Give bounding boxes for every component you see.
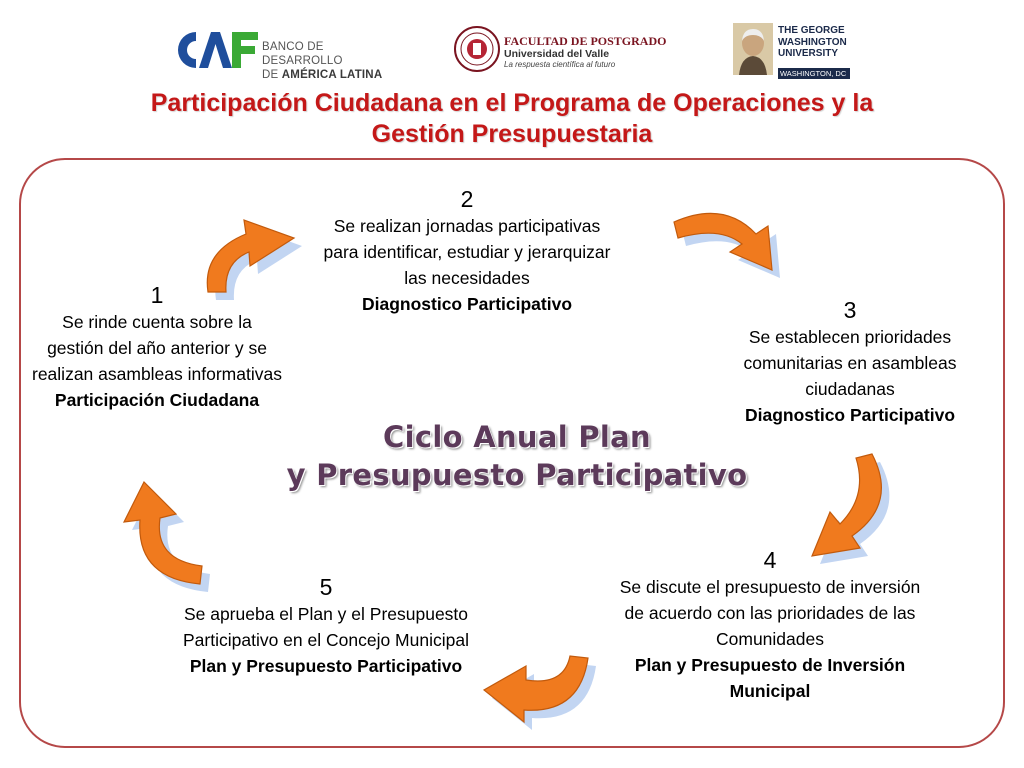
step-4-label: Plan y Presupuesto de Inversión Municipal <box>634 655 906 701</box>
page-title-line2: Gestión Presupuestaria <box>371 120 653 148</box>
cycle-center-title-line2: y Presupuesto Participativo <box>286 458 748 492</box>
step-2-text: Se realizan jornadas participativas para identificar, estudiar y jerarquizar las necesidades <box>323 216 611 288</box>
washington-portrait-icon <box>733 23 773 75</box>
curved-arrow-5-to-1-icon <box>118 484 214 596</box>
step-1-number: 1 <box>150 282 164 308</box>
gwu-line3: UNIVERSITY <box>778 48 839 59</box>
caf-logo-text <box>262 40 402 82</box>
caf-logo <box>172 28 402 81</box>
step-1-text: Se rinde cuenta sobre la gestión del año anterior y se realizan asambleas informativas <box>32 312 282 384</box>
curved-arrow-2-to-3-icon <box>676 208 784 278</box>
step-4-number: 4 <box>763 547 777 573</box>
caf-logo-mark <box>172 28 258 72</box>
univalle-logo <box>454 26 679 76</box>
cycle-step-2 <box>322 185 612 317</box>
curved-arrow-1-to-2-icon <box>198 218 303 300</box>
step-2-number: 2 <box>460 186 474 212</box>
step-1-label: Participación Ciudadana <box>54 390 260 410</box>
cycle-step-3 <box>718 296 982 428</box>
gwu-name <box>778 25 847 60</box>
step-5-text: Se aprueba el Plan y el Presupuesto Participativo en el Concejo Municipal <box>183 604 469 650</box>
step-5-label: Plan y Presupuesto Participativo <box>189 656 463 676</box>
step-5-number: 5 <box>319 574 333 600</box>
curved-arrow-4-to-5-icon <box>484 654 602 730</box>
page-title-line1: Participación Ciudadana en el Programa de Operaciones y la <box>150 89 874 117</box>
cycle-step-1 <box>32 281 282 413</box>
cycle-center-title-line1: Ciclo Anual Plan <box>383 420 651 454</box>
step-2-label: Diagnostico Participativo <box>361 294 573 314</box>
cycle-step-5 <box>172 573 480 679</box>
cycle-center-title <box>262 418 772 494</box>
caf-line2 <box>262 68 402 82</box>
gwu-logo <box>733 23 853 79</box>
step-3-number: 3 <box>843 297 857 323</box>
step-4-text: Se discute el presupuesto de inversión de acuerdo con las prioridades de las Comunidades <box>619 577 921 649</box>
gwu-location: WASHINGTON, DC <box>778 68 850 79</box>
step-3-label: Diagnostico Participativo <box>744 405 956 425</box>
caf-line2-bold: AMÉRICA LATINA <box>281 69 383 81</box>
step-3-text: Se establecen prioridades comunitarias en asambleas ciudadanas <box>743 327 957 399</box>
caf-line1: BANCO DE DESARROLLO <box>262 41 343 67</box>
univalle-motto: La respuesta científica al futuro <box>504 60 616 69</box>
curved-arrow-3-to-4-icon <box>810 456 898 568</box>
caf-line2-prefix: DE <box>262 69 282 81</box>
gwu-line1: THE GEORGE <box>778 25 845 36</box>
cycle-step-4 <box>612 546 928 704</box>
gwu-line2: WASHINGTON <box>778 36 847 48</box>
univalle-faculty: FACULTAD DE POSTGRADO <box>504 34 667 48</box>
page-title <box>0 88 1024 150</box>
univalle-name: Universidad del Valle <box>504 48 610 60</box>
univalle-seal-icon <box>454 26 500 72</box>
